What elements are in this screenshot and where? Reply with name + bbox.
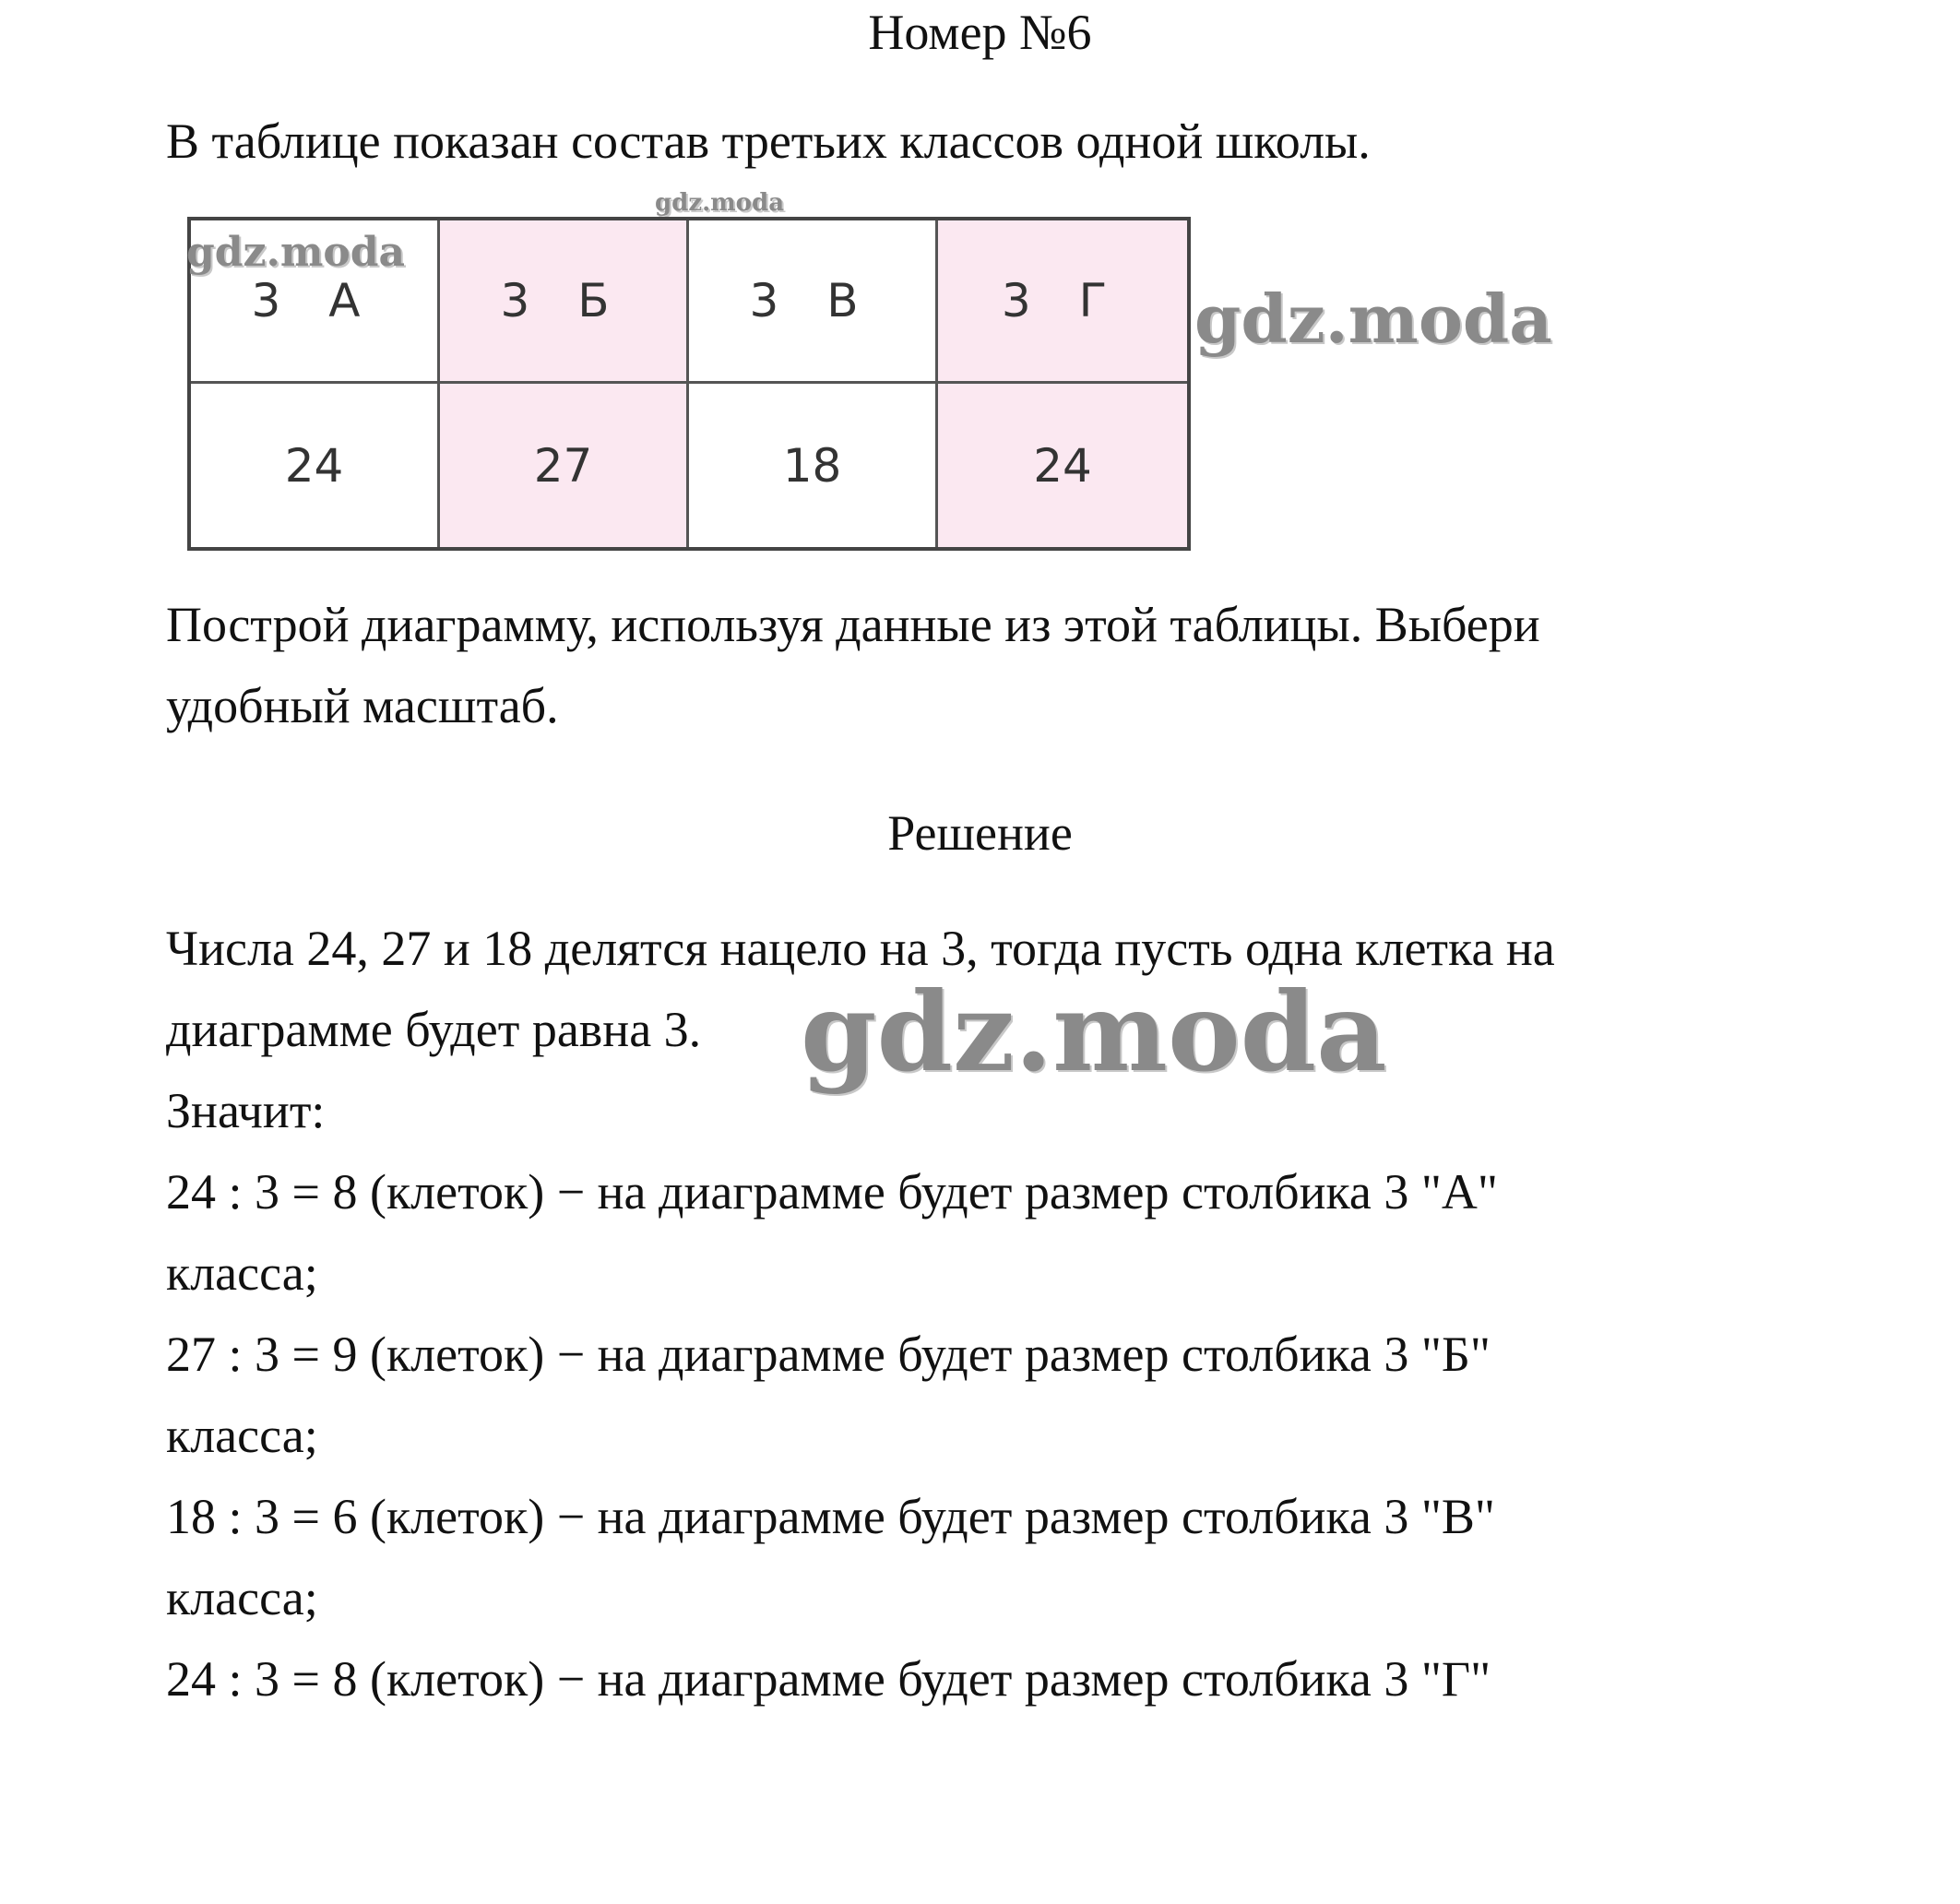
table-header-cell: 3 Б — [440, 220, 689, 384]
table-value-cell: 27 — [440, 384, 689, 547]
solution-heading: Решение — [887, 805, 1073, 861]
solution-line3: Значит: — [166, 1083, 326, 1138]
table-value-cell: 24 — [191, 384, 440, 547]
solution-step1-cont: класса; — [166, 1245, 318, 1301]
page-title: Номер №6 — [868, 5, 1092, 60]
problem-intro: В таблице показан состав третьих классов одной школы. — [166, 113, 1371, 169]
watermark-small-top: gdz.moda — [655, 189, 785, 217]
solution-step3-cont: класса; — [166, 1570, 318, 1625]
solution-step3: 18 : 3 = 6 (клеток) − на диаграмме будет размер столбика 3 "В" — [166, 1489, 1495, 1544]
solution-step2: 27 : 3 = 9 (клеток) − на диаграмме будет размер столбика 3 "Б" — [166, 1327, 1491, 1382]
solution-line1: Числа 24, 27 и 18 делятся нацело на 3, тогда пусть одна клетка на — [166, 921, 1555, 976]
watermark-center-large: gdz.moda — [801, 968, 1387, 1096]
solution-step4: 24 : 3 = 8 (клеток) − на диаграмме будет размер столбика 3 "Г" — [166, 1651, 1491, 1707]
solution-step2-cont: класса; — [166, 1408, 318, 1463]
task-text-line1: Построй диаграмму, используя данные из этой таблицы. Выбери — [166, 597, 1540, 652]
task-text-line2: удобный масштаб. — [166, 678, 559, 733]
table-header-cell: 3 А — [191, 220, 440, 384]
table-header-cell: 3 В — [689, 220, 938, 384]
table-header-cell: 3 Г — [938, 220, 1187, 384]
table-value-cell: 18 — [689, 384, 938, 547]
watermark-table-corner: gdz.moda — [186, 229, 406, 276]
solution-step1: 24 : 3 = 8 (клеток) − на диаграмме будет размер столбика 3 "А" — [166, 1164, 1498, 1220]
table-value-cell: 24 — [938, 384, 1187, 547]
solution-line2: диаграмме будет равна 3. — [166, 1002, 702, 1057]
watermark-right-of-table: gdz.moda — [1194, 280, 1552, 358]
